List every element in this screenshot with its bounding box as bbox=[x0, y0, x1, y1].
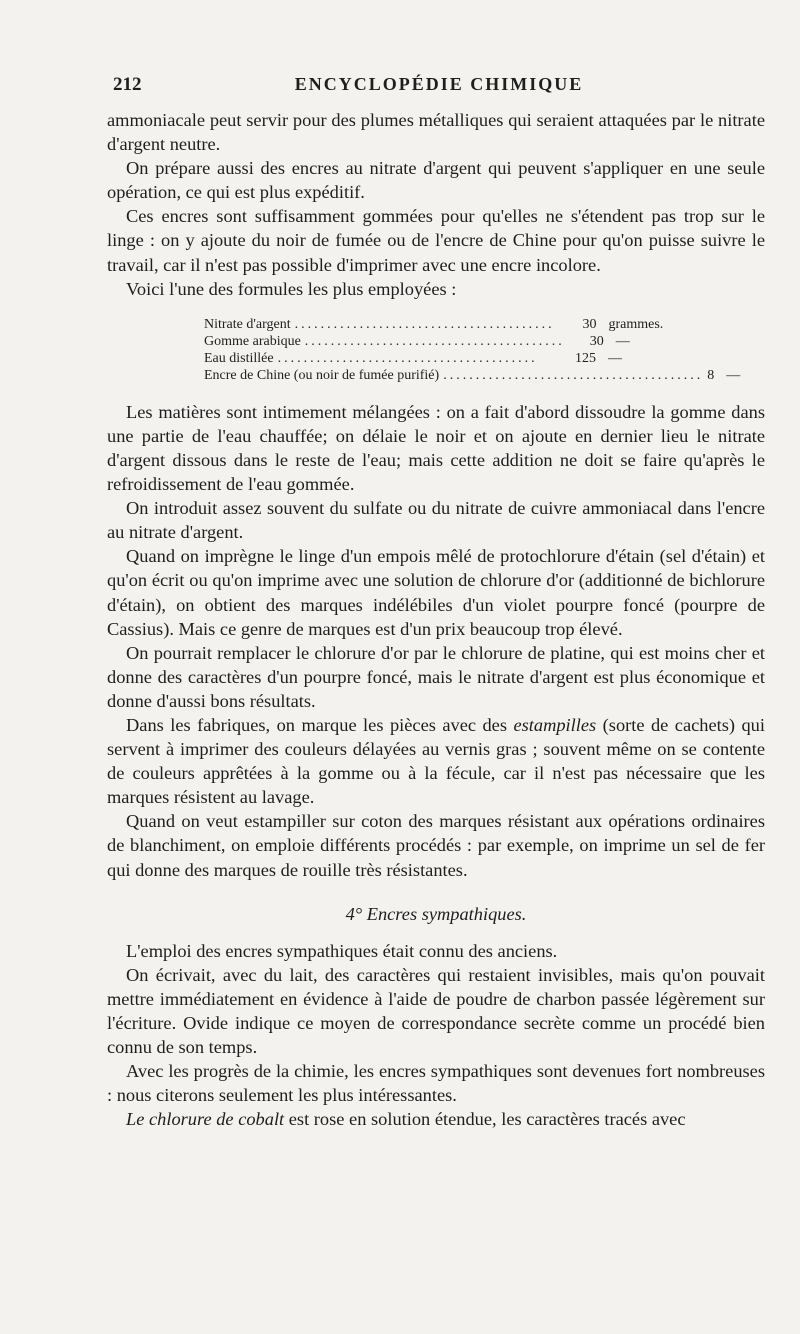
paragraph: Les matières sont intimement mélangées : on a fait d'abord dissoudre la gomme dans une partie de l'eau chauffée; on délaie le noir et on ajoute en dernier lieu le nitrate d'argent dissous dans le reste de l'eau; mais cette addition ne doit se faire qu'après le refroidissement de l'eau gommée. bbox=[107, 401, 765, 495]
formula-row bbox=[204, 333, 704, 350]
ingredient-name: Encre de Chine (ou noir de fumée purifié) bbox=[204, 367, 440, 383]
ingredient-unit: — bbox=[726, 367, 741, 383]
text-run: est rose en solution étendue, les caractères tracés avec bbox=[284, 1109, 686, 1130]
ingredient-quantity: 30 bbox=[582, 316, 597, 332]
page-number: 212 bbox=[113, 74, 142, 95]
formula-row bbox=[204, 350, 704, 367]
paragraph: On pourrait remplacer le chlorure d'or par le chlorure de platine, qui est moins cher et donne des caractères d'un pourpre foncé, mais le nitrate d'argent est plus économique et donne d'aussi bons résultats. bbox=[107, 642, 765, 711]
dot-leader: ........................................ bbox=[277, 350, 538, 366]
ingredient-unit: — bbox=[608, 350, 622, 366]
page-header bbox=[113, 74, 765, 100]
paragraph: On introduit assez souvent du sulfate ou du nitrate de cuivre ammoniacal dans l'encre au nitrate d'argent. bbox=[107, 498, 765, 543]
formula-row bbox=[204, 316, 704, 333]
section-title: 4° Encres sympathiques. bbox=[345, 903, 527, 924]
formula-table bbox=[204, 316, 741, 384]
italic-term: estampilles bbox=[513, 714, 597, 735]
paragraph: Ces encres sont suffisamment gommées pour qu'elles ne s'étendent pas trop sur le linge : on y ajoute du noir de fumée ou de l'encre de Chine pour qu'on puisse suivre le travail, car il n'est pas possible d'imprimer avec une encre incolore. bbox=[107, 206, 765, 275]
paragraph: Quand on imprègne le linge d'un empois mêlé de protochlorure d'étain (sel d'étain) et qu'on écrit ou qu'on imprime avec une solution de chlorure d'or (additionné de bichlorure d'étain), on obtient des marques indélébiles d'un violet pourpre foncé (pourpre de Cassius). Mais ce genre de marques est d'un prix beaucoup trop élevé. bbox=[107, 546, 765, 639]
paragraph-estampilles bbox=[107, 713, 765, 809]
dot-leader: ........................................ bbox=[443, 367, 704, 383]
paragraph: On écrivait, avec du lait, des caractères qui restaient invisibles, mais qu'on pouvait mettre immédiatement en évidence à l'aide de poudre de charbon passée légèrement sur l'écriture. Ovide indique ce moyen de correspondance secrète comme un procédé bien connu de son temps. bbox=[107, 964, 765, 1058]
paragraph: On prépare aussi des encres au nitrate d'argent qui peuvent s'appliquer en une seule opération, ce qui est plus expéditif. bbox=[107, 158, 765, 203]
ingredient-quantity: 125 bbox=[575, 350, 596, 366]
formula-row bbox=[204, 367, 741, 384]
paragraph: Quand on veut estampiller sur coton des marques résistant aux opérations ordinaires de blanchiment, on emploie différents procédés : par exemple, on imprime un sel de fer qui donne des marques de rouille très résistantes. bbox=[107, 811, 765, 880]
ingredient-unit: — bbox=[615, 333, 630, 349]
text-run: Dans les fabriques, on marque les pièces avec des bbox=[126, 714, 514, 735]
ingredient-quantity: 30 bbox=[589, 333, 604, 349]
ingredient-quantity: 8 bbox=[707, 367, 715, 383]
ingredient-name: Gomme arabique bbox=[204, 333, 301, 349]
running-title: ENCYCLOPÉDIE CHIMIQUE bbox=[294, 74, 584, 94]
ingredient-name: Eau distillée bbox=[204, 350, 274, 366]
dot-leader: ........................................ bbox=[304, 333, 565, 349]
paragraph: Avec les progrès de la chimie, les encres sympathiques sont devenues fort nombreuses : nous citerons seulement les plus intéressantes. bbox=[107, 1061, 765, 1106]
paragraph: L'emploi des encres sympathiques était connu des anciens. bbox=[126, 940, 558, 961]
paragraph: Voici l'une des formules les plus employées : bbox=[126, 278, 457, 299]
text-run: (sorte de cachets) qui servent à imprimer des couleurs délayées au vernis gras ; souvent même on se contente de couleurs apprêtées à la gomme ou à la fécule, car il n'est pas nécessaire que les marques résistent au lavage. bbox=[107, 714, 765, 808]
ingredient-unit: grammes. bbox=[608, 316, 664, 332]
ingredient-name: Nitrate d'argent bbox=[204, 316, 291, 332]
italic-term: Le chlorure de cobalt bbox=[126, 1109, 285, 1130]
dot-leader: ........................................ bbox=[294, 316, 555, 332]
page-body bbox=[107, 108, 765, 1131]
paragraph: ammoniacale peut servir pour des plumes métalliques qui seraient attaquées par le nitrate d'argent neutre. bbox=[107, 110, 765, 155]
paragraph-cobalt bbox=[107, 1107, 765, 1131]
